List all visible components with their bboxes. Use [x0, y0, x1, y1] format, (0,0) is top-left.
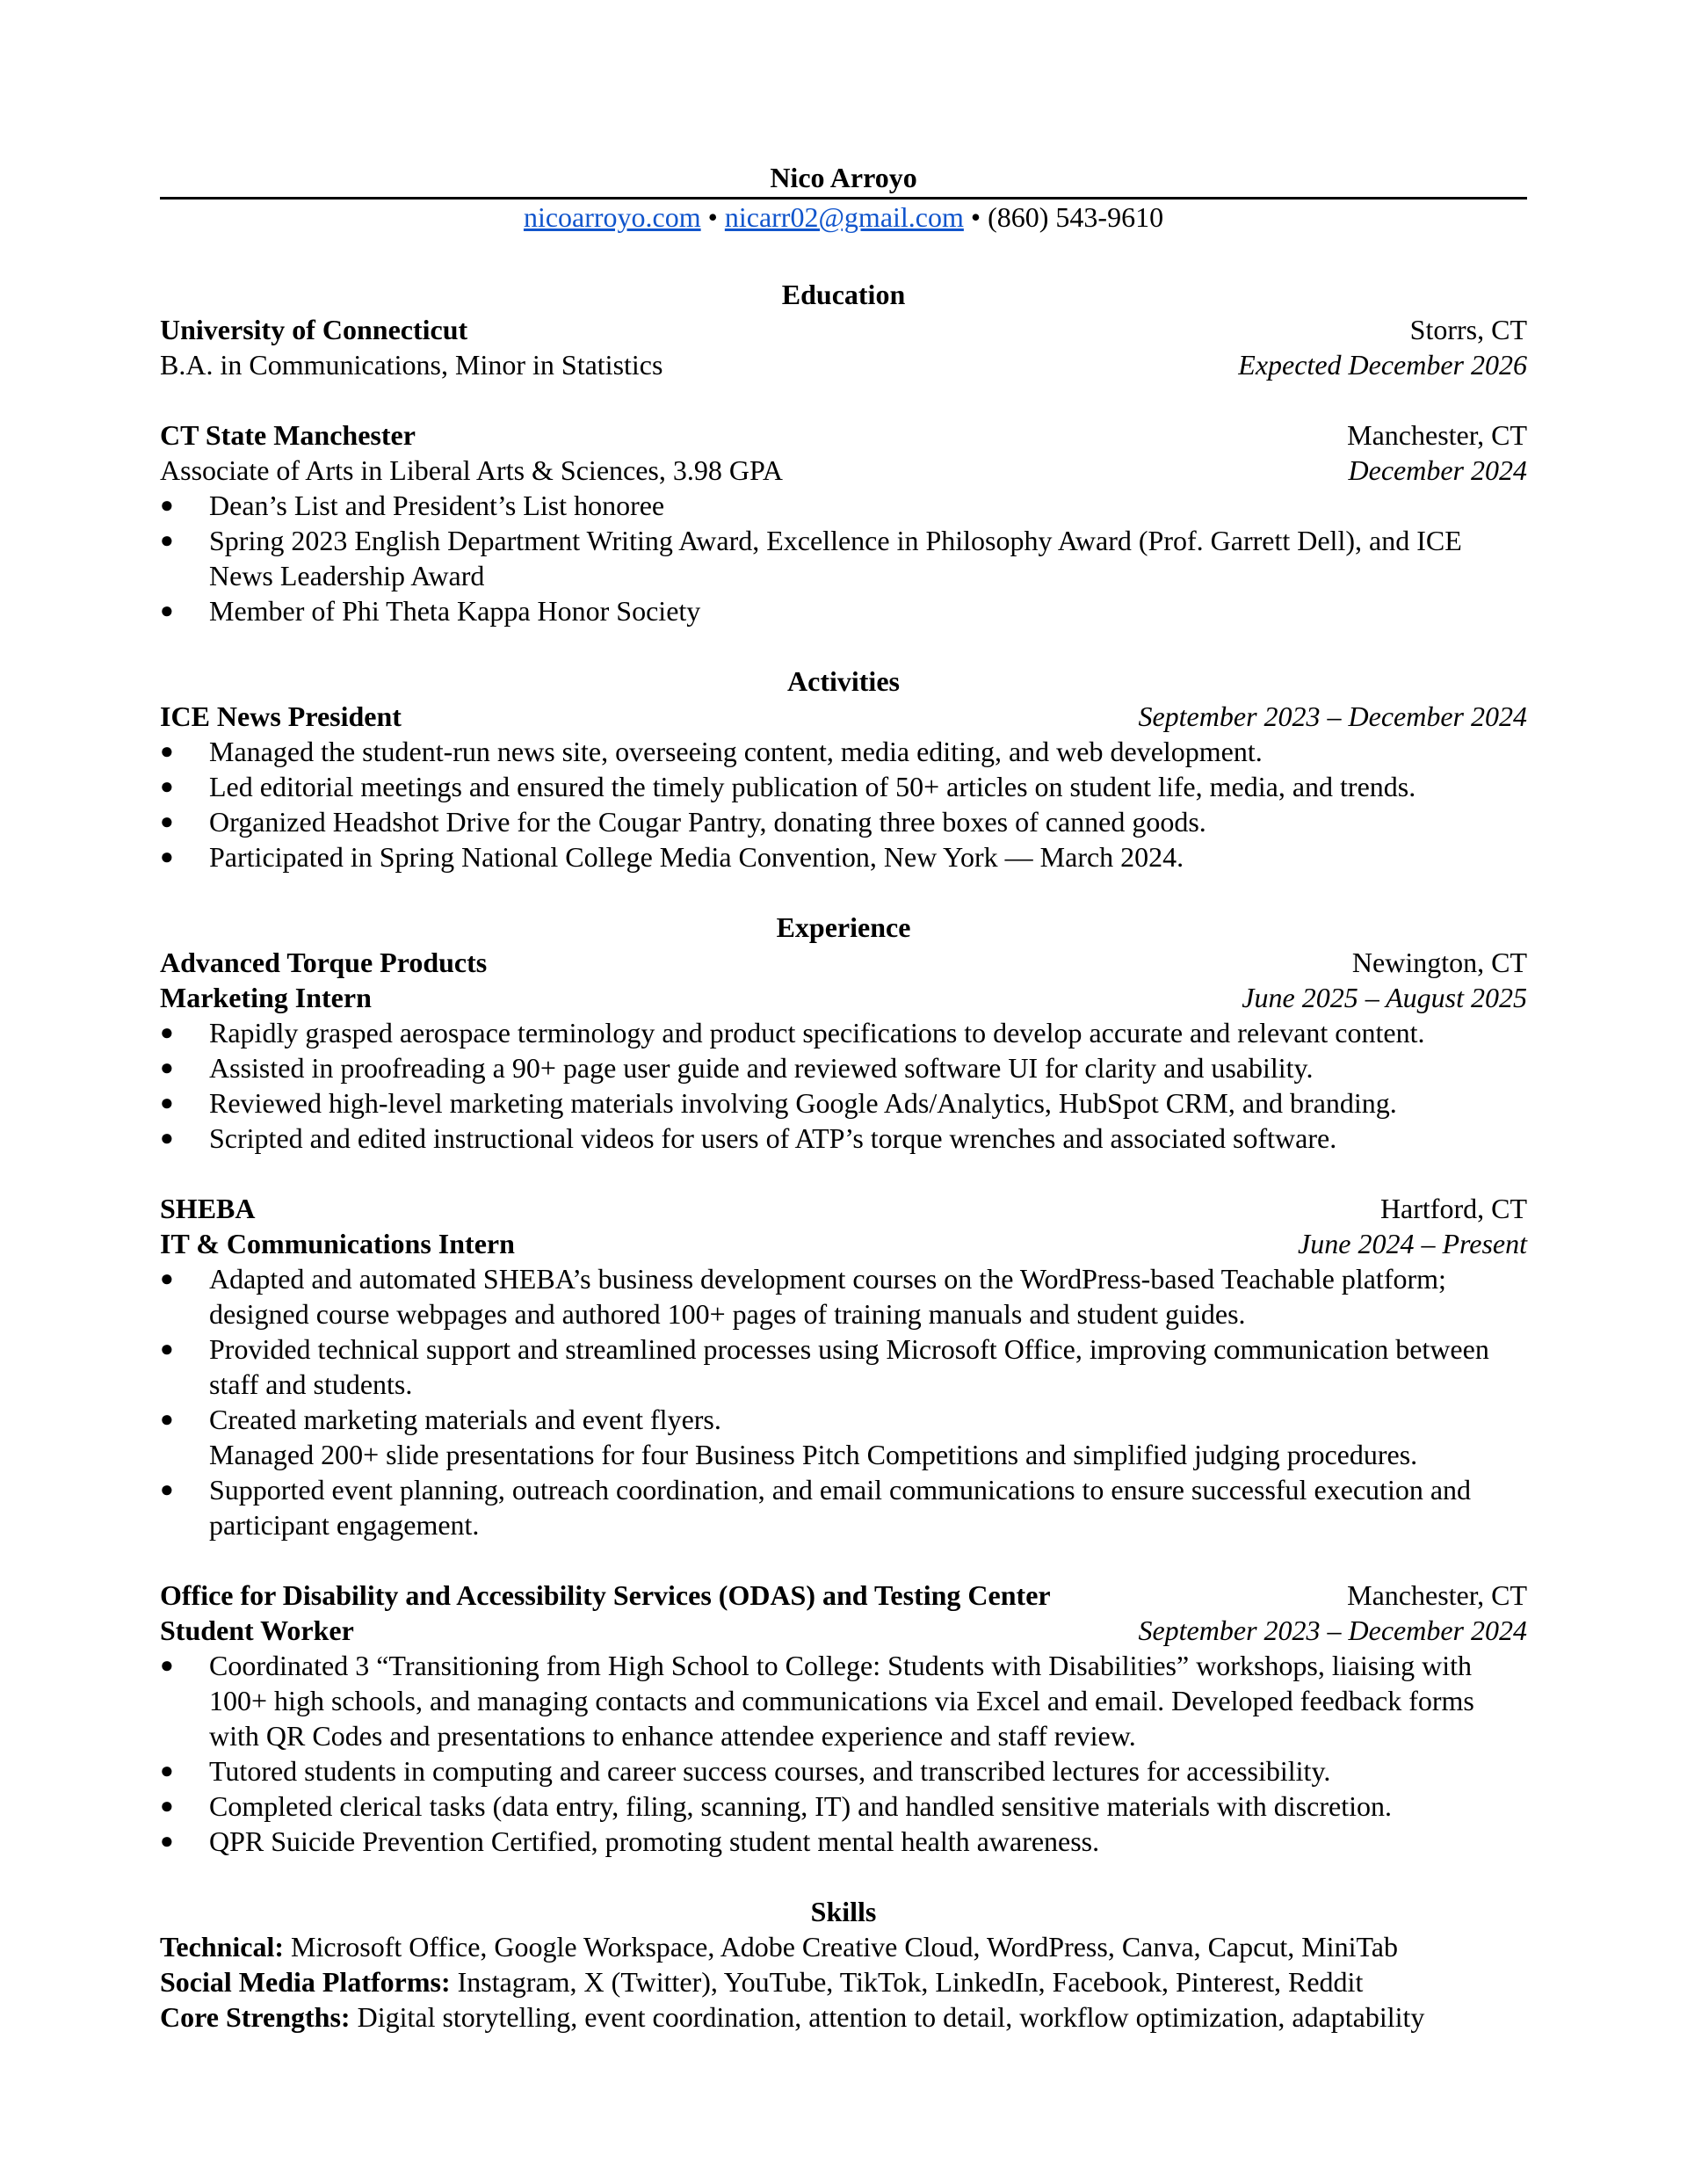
date-range: June 2025 – August 2025 — [1242, 982, 1527, 1013]
entry-header-row — [160, 1578, 1527, 1613]
list-item: ● Organized Headshot Drive for the Cougar Pantry, donating three boxes of canned goods. — [160, 804, 1527, 839]
entry-subheader-row — [160, 453, 1527, 488]
section-title: Experience — [776, 911, 911, 943]
list-item: ● Led editorial meetings and ensured the timely publication of 50+ articles on student life, media, and trends. — [160, 769, 1527, 804]
date-range: September 2023 – December 2024 — [1138, 1614, 1527, 1646]
list-item: ● Dean’s List and President’s List honoree — [160, 488, 1527, 523]
experience-section — [160, 910, 1527, 1859]
website-link[interactable]: nicoarroyo.com — [523, 201, 701, 233]
list-item: ● Coordinated 3 “Transitioning from High School to College: Students with Disabilities” workshops, liaising with 100+ high schools, and managing contacts and communications via Excel and email. Developed feedback forms with QR Codes and presentations to enhance attendee experience and staff review. — [160, 1648, 1527, 1753]
list-item: ● Scripted and edited instructional videos for users of ATP’s torque wrenches and associated software. — [160, 1121, 1527, 1156]
entry-header-row — [160, 699, 1527, 734]
role-title: Marketing Intern — [160, 982, 372, 1013]
bullet-list — [160, 1261, 1527, 1542]
location: Hartford, CT — [1379, 1193, 1527, 1224]
experience-entry — [160, 1578, 1527, 1859]
entry-subheader-row — [160, 347, 1527, 382]
skill-line-core — [160, 1999, 1527, 2035]
contact-separator: • — [700, 201, 725, 233]
role-title: ICE News President — [160, 700, 402, 732]
bullet-list — [160, 1648, 1527, 1859]
organization-name: Advanced Torque Products — [160, 947, 488, 978]
contact-separator: • — [963, 201, 988, 233]
location: Newington, CT — [1351, 947, 1527, 978]
skill-label: Core Strengths: — [160, 2001, 351, 2033]
location: Manchester, CT — [1347, 1579, 1527, 1611]
skill-line-social — [160, 1964, 1527, 1999]
spacer — [160, 1542, 1527, 1578]
list-item: ● Tutored students in computing and career success courses, and transcribed lectures for accessibility. — [160, 1753, 1527, 1789]
skill-values: Microsoft Office, Google Workspace, Adobe Creative Cloud, WordPress, Canva, Capcut, MiniTab — [284, 1931, 1398, 1963]
school-name: CT State Manchester — [160, 419, 416, 451]
entry-subheader-row — [160, 1613, 1527, 1648]
entry-header-row — [160, 312, 1527, 347]
date-range: December 2024 — [1348, 454, 1527, 486]
role-title: IT & Communications Intern — [160, 1228, 515, 1259]
list-item: ● Reviewed high-level marketing materials involving Google Ads/Analytics, HubSpot CRM, and branding. — [160, 1085, 1527, 1121]
degree: Associate of Arts in Liberal Arts & Sciences, 3.98 GPA — [160, 454, 783, 486]
list-item: ● Created marketing materials and event flyers. — [160, 1402, 1527, 1437]
spacer — [160, 1156, 1527, 1191]
date-range: June 2024 – Present — [1298, 1228, 1527, 1259]
spacer — [160, 382, 1527, 417]
location: Manchester, CT — [1347, 419, 1527, 451]
list-item: ● QPR Suicide Prevention Certified, promoting student mental health awareness. — [160, 1824, 1527, 1859]
list-item: ● Supported event planning, outreach coordination, and email communications to ensure successful execution and participant engagement. — [160, 1472, 1527, 1542]
bullet-list — [160, 1015, 1527, 1156]
list-item: ● Provided technical support and streamlined processes using Microsoft Office, improving communication between staff and students. — [160, 1331, 1527, 1402]
entry-header-row — [160, 1191, 1527, 1226]
entry-subheader-row — [160, 1226, 1527, 1261]
school-name: University of Connecticut — [160, 314, 468, 345]
education-entry — [160, 312, 1527, 382]
section-title: Activities — [787, 665, 900, 697]
skill-values: Digital storytelling, event coordination, attention to detail, workflow optimization, adaptability — [350, 2001, 1425, 2033]
location: Storrs, CT — [1409, 314, 1527, 345]
degree: B.A. in Communications, Minor in Statistics — [160, 349, 663, 381]
list-item: ● Participated in Spring National College Media Convention, New York — March 2024. — [160, 839, 1527, 874]
list-item: ● Completed clerical tasks (data entry, filing, scanning, IT) and handled sensitive materials with discretion. — [160, 1789, 1527, 1824]
list-item: ● Rapidly grasped aerospace terminology and product specifications to develop accurate and relevant content. — [160, 1015, 1527, 1050]
resume-name: Nico Arroyo — [770, 162, 917, 193]
role-title: Student Worker — [160, 1614, 354, 1646]
email-link[interactable]: nicarr02@gmail.com — [724, 201, 964, 233]
skill-line-technical — [160, 1929, 1527, 1964]
organization-name: Office for Disability and Accessibility Services (ODAS) and Testing Center — [160, 1579, 1051, 1611]
list-item: ● Assisted in proofreading a 90+ page user guide and reviewed software UI for clarity and usability. — [160, 1050, 1527, 1085]
skill-label: Technical: — [160, 1931, 285, 1963]
entry-header-row — [160, 417, 1527, 453]
list-item: ● Adapted and automated SHEBA’s business development courses on the WordPress-based Teachable platform; designed course webpages and authored 100+ pages of training manuals and student guides. — [160, 1261, 1527, 1331]
list-item: ● Member of Phi Theta Kappa Honor Society — [160, 593, 1527, 628]
education-section — [160, 277, 1527, 628]
entry-header-row — [160, 945, 1527, 980]
date-range: September 2023 – December 2024 — [1138, 700, 1527, 732]
activities-section — [160, 664, 1527, 874]
phone-number: (860) 543-9610 — [988, 201, 1164, 233]
entry-subheader-row — [160, 980, 1527, 1015]
skill-values: Instagram, X (Twitter), YouTube, TikTok, LinkedIn, Facebook, Pinterest, Reddit — [450, 1966, 1364, 1998]
experience-entry — [160, 1191, 1527, 1542]
list-item: ● Managed the student-run news site, overseeing content, media editing, and web development. — [160, 734, 1527, 769]
organization-name: SHEBA — [160, 1193, 256, 1224]
bullet-list — [160, 734, 1527, 874]
skill-label: Social Media Platforms: — [160, 1966, 451, 1998]
skills-section — [160, 1894, 1527, 2035]
section-title: Skills — [810, 1896, 877, 1927]
education-entry — [160, 417, 1527, 628]
experience-entry — [160, 945, 1527, 1156]
list-item: ● Spring 2023 English Department Writing Award, Excellence in Philosophy Award (Prof. Garrett Dell), and ICE News Leadership Award — [160, 523, 1527, 593]
contact-line — [160, 200, 1527, 235]
bullet-list — [160, 488, 1527, 628]
date-range: Expected December 2026 — [1238, 349, 1527, 381]
section-title: Education — [781, 279, 906, 310]
list-item-continuation: Managed 200+ slide presentations for four Business Pitch Competitions and simplified judging procedures. — [209, 1439, 1418, 1470]
